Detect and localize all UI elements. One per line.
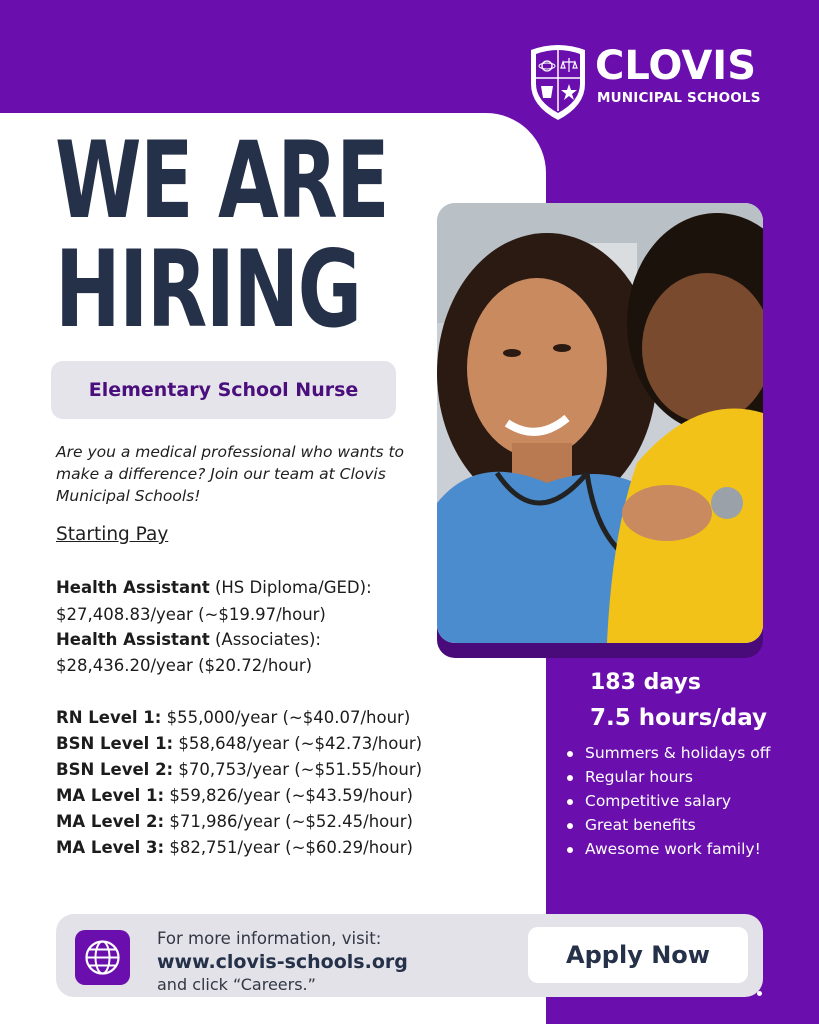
pay-label: Health Assistant [56, 578, 210, 597]
website-link[interactable]: www.clovis-schools.org [157, 951, 408, 973]
benefits-list [566, 741, 770, 861]
photo-illustration [437, 203, 763, 643]
nurse-child-photo [437, 203, 763, 643]
pay-value: (HS Diploma/GED): [209, 578, 372, 597]
days-per-year: 183 days [590, 670, 701, 695]
job-title: Elementary School Nurse [88, 379, 359, 401]
pay-value: $59,826/year (~$43.59/hour) [164, 786, 413, 805]
benefit-item: Summers & holidays off [566, 741, 770, 765]
starting-pay-heading: Starting Pay [56, 524, 169, 545]
job-title-pill [51, 361, 396, 419]
pay-line [56, 706, 410, 730]
pay-line [56, 654, 312, 678]
pay-line [56, 603, 326, 627]
apply-now-button[interactable]: Apply Now [528, 927, 748, 983]
pay-value: $27,408.83/year (~$19.97/hour) [56, 605, 326, 624]
school-crest-icon [527, 40, 589, 122]
pay-label: MA Level 1: [56, 786, 165, 805]
pay-label: RN Level 1: [56, 708, 162, 727]
pay-label: Health Assistant [56, 630, 210, 649]
globe-icon [84, 939, 121, 976]
intro-text: Are you a medical professional who wants to make a difference? Join our team at Clovis Municipal Schools! [56, 443, 405, 505]
hours-per-day: 7.5 hours/day [590, 705, 768, 731]
pay-value: $55,000/year (~$40.07/hour) [161, 708, 411, 727]
globe-icon-box[interactable] [75, 930, 130, 985]
headline-line-2: HIRING [55, 228, 361, 351]
footer-bar [56, 914, 763, 997]
pay-label: MA Level 2: [56, 812, 165, 831]
benefit-item: Awesome work family! [566, 837, 770, 861]
pay-label: MA Level 3: [56, 838, 165, 857]
benefit-item: Competitive salary [566, 789, 770, 813]
pay-line [56, 784, 413, 808]
footer-careers-text: and click “Careers.” [157, 975, 316, 994]
pay-label: BSN Level 2: [56, 760, 174, 779]
benefit-item: Great benefits [566, 813, 770, 837]
pay-line [56, 836, 413, 860]
pay-line [56, 758, 422, 782]
pay-value: $28,436.20/year ($20.72/hour) [56, 656, 313, 675]
decorative-dot [757, 991, 762, 996]
pay-line [56, 628, 321, 652]
pay-value: $58,648/year (~$42.73/hour) [173, 734, 423, 753]
pay-line [56, 810, 413, 834]
pay-line [56, 732, 422, 756]
pay-label: BSN Level 1: [56, 734, 174, 753]
pay-value: $70,753/year (~$51.55/hour) [173, 760, 423, 779]
logo-subtitle: MUNICIPAL SCHOOLS [597, 90, 761, 106]
headline-line-1: WE ARE [55, 119, 389, 242]
pay-value: $82,751/year (~$60.29/hour) [164, 838, 413, 857]
footer-info-text: For more information, visit: [157, 929, 382, 948]
logo-title: CLOVIS [595, 43, 756, 89]
pay-value: $71,986/year (~$52.45/hour) [164, 812, 413, 831]
pay-value: (Associates): [209, 630, 321, 649]
school-logo[interactable] [527, 40, 792, 124]
benefit-item: Regular hours [566, 765, 770, 789]
pay-line [56, 576, 372, 600]
